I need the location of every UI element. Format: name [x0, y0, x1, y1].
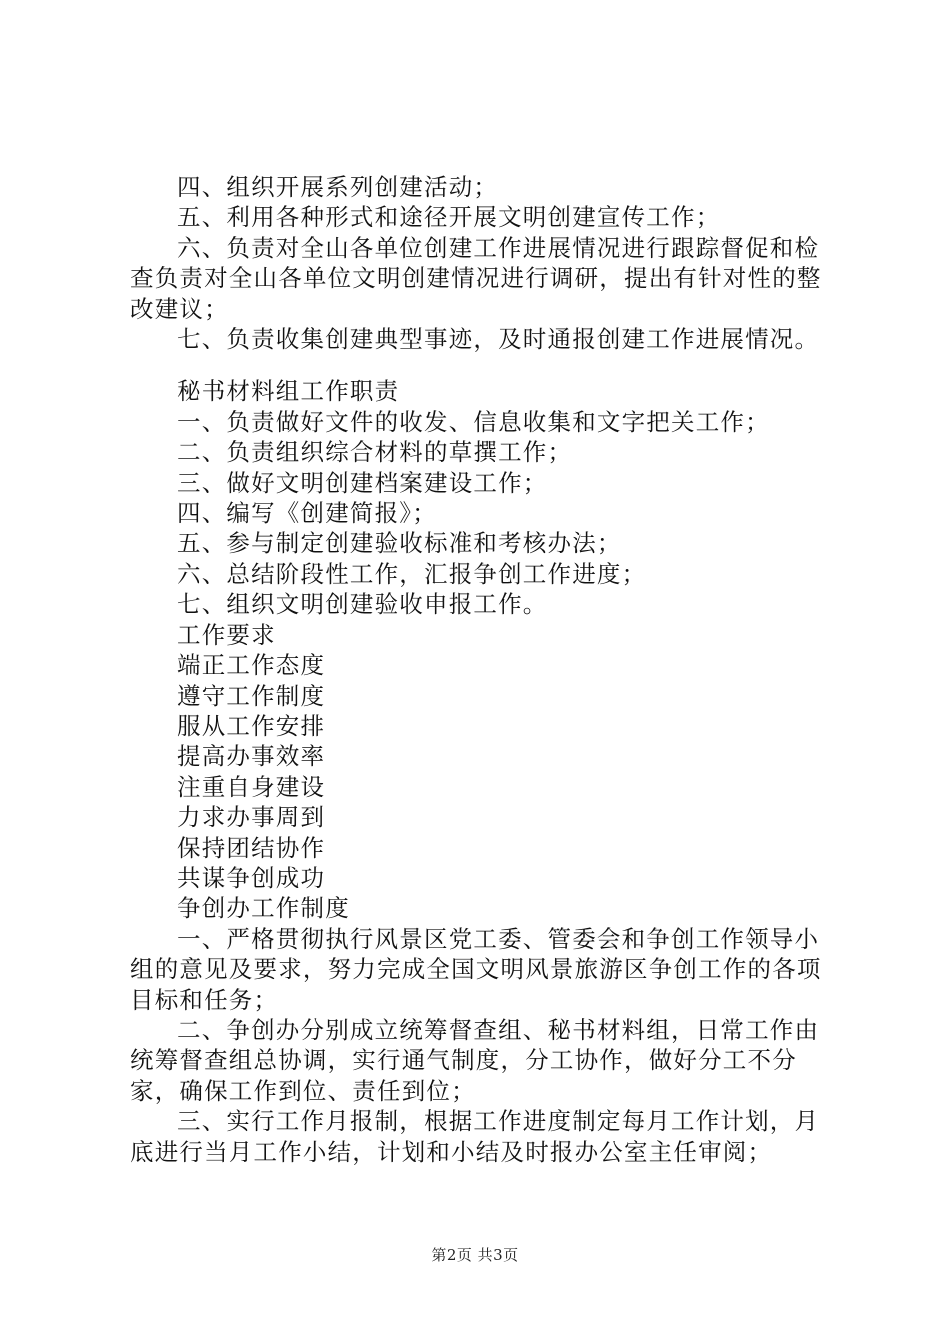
paragraph: 三、做好文明创建档案建设工作；	[177, 468, 548, 497]
paragraph: 五、参与制定创建验收标准和考核办法；	[177, 529, 622, 558]
section-gap	[130, 354, 835, 376]
paragraph: 七、负责收集创建典型事迹，及时通报创建工作进展情况。	[177, 325, 820, 354]
list-item: 注重自身建设	[177, 772, 326, 801]
list-item: 共谋争创成功	[177, 863, 326, 892]
paragraph: 七、组织文明创建验收申报工作。	[177, 590, 548, 619]
list-item: 遵守工作制度	[177, 681, 326, 710]
paragraph: 一、负责做好文件的收发、信息收集和文字把关工作；	[177, 407, 770, 436]
section-heading: 争创办工作制度	[177, 894, 350, 923]
paragraph: 六、负责对全山各单位创建工作进展情况进行跟踪督促和检查负责对全山各单位文明创建情况进行调研，提出有针对性的整改建议；	[130, 233, 822, 323]
list-item: 提高办事效率	[177, 742, 326, 771]
paragraph: 二、争创办分别成立统筹督查组、秘书材料组，日常工作由统筹督查组总协调，实行通气制度，分工协作，做好分工不分家，确保工作到位、责任到位；	[130, 1015, 820, 1105]
page-footer: 第2页 共3页	[431, 1246, 519, 1264]
paragraph: 六、总结阶段性工作，汇报争创工作进度；	[177, 559, 647, 588]
document-body	[130, 172, 835, 1167]
paragraph: 五、利用各种形式和途径开展文明创建宣传工作；	[177, 203, 721, 232]
paragraph: 一、严格贯彻执行风景区党工委、管委会和争创工作领导小组的意见及要求，努力完成全国文明风景旅游区争创工作的各项目标和任务；	[130, 924, 822, 1014]
list-item: 服从工作安排	[177, 711, 326, 740]
paragraph: 四、编写《创建简报》；	[177, 499, 437, 528]
paragraph: 四、组织开展系列创建活动；	[177, 173, 499, 201]
section-heading: 秘书材料组工作职责	[177, 377, 400, 406]
section-heading: 工作要求	[177, 620, 276, 649]
paragraph: 二、负责组织综合材料的草撰工作；	[177, 438, 573, 467]
list-item: 保持团结协作	[177, 833, 326, 862]
list-item: 力求办事周到	[177, 803, 326, 832]
paragraph: 三、实行工作月报制，根据工作进度制定每月工作计划，月底进行当月工作小结，计划和小结及时报办公室主任审阅；	[130, 1107, 820, 1166]
list-item: 端正工作态度	[177, 651, 326, 680]
